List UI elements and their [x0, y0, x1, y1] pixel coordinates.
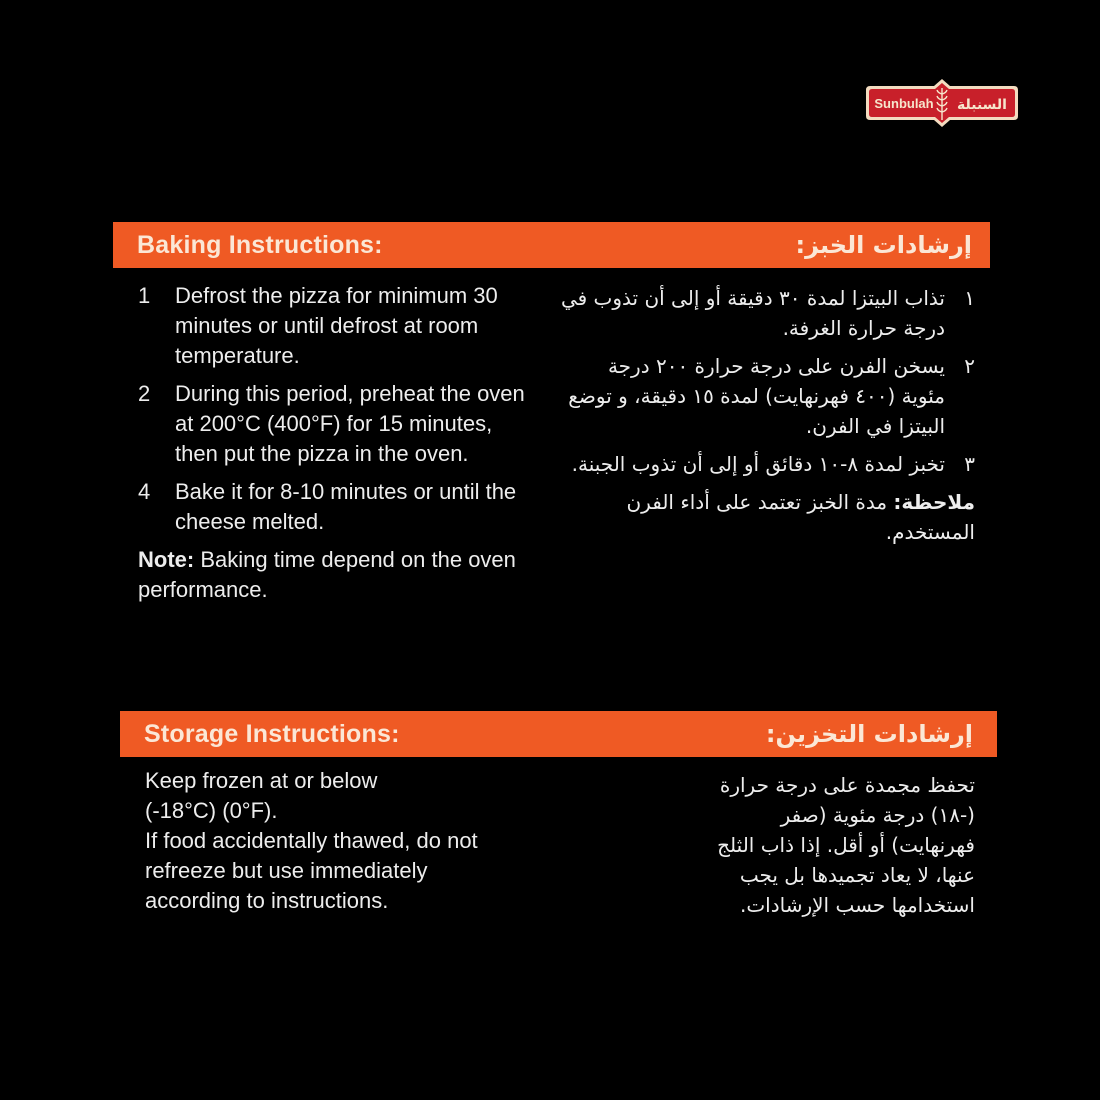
- baking-title-ar: إرشادات الخبز:: [795, 231, 972, 259]
- step-number: 2: [138, 381, 151, 406]
- logo-badge: [864, 78, 1020, 128]
- step-text: Bake it for 8-10 minutes or until the cheese melted.: [175, 479, 517, 534]
- step-text: يسخن الفرن على درجة حرارة ٢٠٠ درجة مئوية (٤٠٠ فهرنهايت) لمدة ١٥ دقيقة، و توضع البيتزا في الفرن.: [568, 354, 945, 438]
- step-number: 4: [138, 479, 151, 504]
- baking-note-ar: [560, 487, 975, 547]
- step-number: ٣: [964, 452, 975, 476]
- storage-line: فهرنهايت) أو أقل. إذا ذاب الثلج: [717, 833, 975, 857]
- baking-step-ar: [560, 449, 975, 479]
- note-label: Note:: [138, 547, 195, 572]
- logo-text-ar: السنبلة: [957, 97, 1007, 113]
- sunbulah-logo: [864, 78, 1020, 128]
- note-text: Baking time depend on the oven performance.: [138, 547, 516, 602]
- baking-note-en: [138, 545, 538, 605]
- step-number: 1: [138, 283, 151, 308]
- baking-step-en: [138, 477, 538, 537]
- storage-line: استخدامها حسب الإرشادات.: [739, 893, 975, 917]
- step-text: تخبز لمدة ٨-١٠ دقائق أو إلى أن تذوب الجبنة.: [571, 452, 945, 476]
- baking-step-en: [138, 379, 538, 469]
- storage-instructions-en: [145, 766, 555, 916]
- storage-title-ar: إرشادات التخزين:: [765, 720, 973, 748]
- storage-line: If food accidentally thawed, do not: [145, 828, 478, 853]
- storage-line: (-18°C) (0°F).: [145, 798, 278, 823]
- storage-line: (-١٨) درجة مئوية (صفر: [780, 803, 975, 827]
- step-number: ٢: [964, 354, 975, 378]
- baking-step-en: [138, 281, 538, 371]
- baking-instructions-ar: [560, 283, 975, 547]
- baking-step-ar: [560, 351, 975, 441]
- note-label: ملاحظة:: [893, 490, 975, 514]
- storage-line: عنها، لا يعاد تجميدها بل يجب: [739, 863, 975, 887]
- storage-line: تحفظ مجمدة على درجة حرارة: [719, 773, 975, 797]
- step-text: تذاب البيتزا لمدة ٣٠ دقيقة أو إلى أن تذوب في درجة حرارة الغرفة.: [560, 286, 945, 340]
- step-number: ١: [964, 286, 975, 310]
- logo-text-en: Sunbulah: [874, 96, 934, 111]
- storage-title-en: Storage Instructions:: [144, 719, 400, 748]
- storage-line: according to instructions.: [145, 888, 389, 913]
- storage-instructions-ar: [600, 770, 975, 920]
- baking-title-en: Baking Instructions:: [137, 230, 383, 259]
- note-text: مدة الخبز تعتمد على أداء الفرن المستخدم.: [626, 490, 975, 544]
- baking-header-bar: [113, 222, 990, 268]
- storage-line: Keep frozen at or below: [145, 768, 378, 793]
- storage-header-bar: [120, 711, 997, 757]
- baking-instructions-en: [138, 281, 538, 605]
- step-text: Defrost the pizza for minimum 30 minutes or until defrost at room temperature.: [175, 283, 498, 368]
- step-text: During this period, preheat the oven at 200°C (400°F) for 15 minutes, then put the pizza in the oven.: [175, 381, 525, 466]
- baking-step-ar: [560, 283, 975, 343]
- storage-line: refreeze but use immediately: [145, 858, 428, 883]
